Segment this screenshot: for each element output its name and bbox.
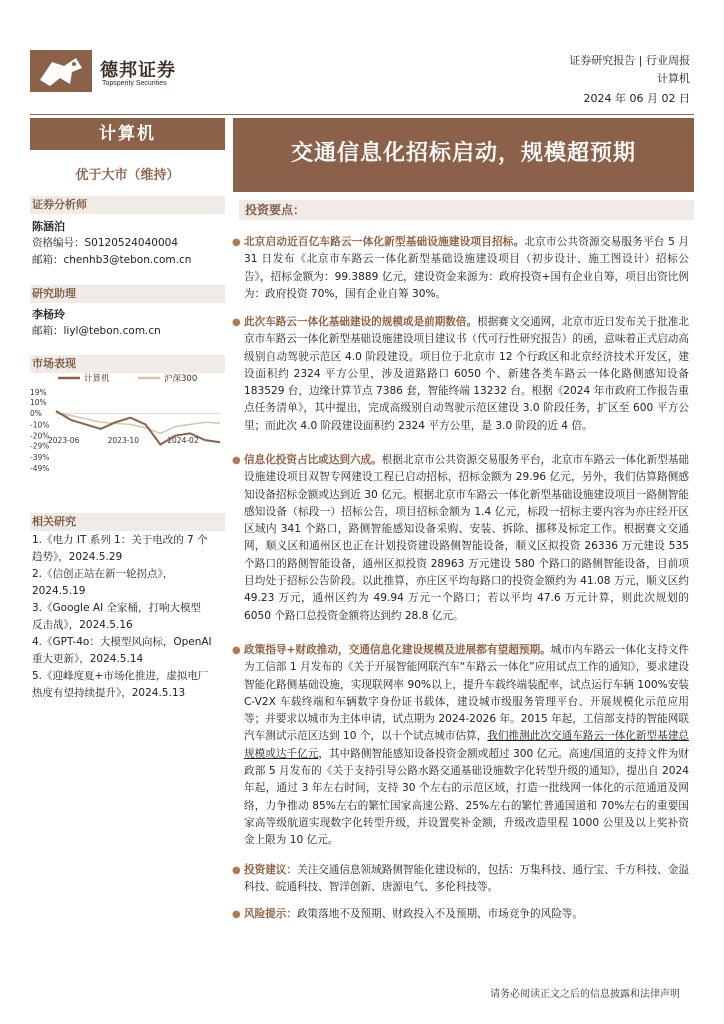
market-heading: 市场表现 xyxy=(30,355,225,373)
related-line[interactable]: 2024.5.19 xyxy=(32,585,86,597)
y-tick-label: -10% xyxy=(30,420,50,430)
related-heading: 相关研究 xyxy=(30,513,225,531)
legend-label: 计算机 xyxy=(84,374,110,384)
header-sector: 计算机 xyxy=(657,72,690,85)
bullet-icon: ● xyxy=(232,865,241,876)
report-type: 证券研究报告 | 行业周报 xyxy=(569,54,690,67)
report-title: 交通信息化招标启动，规模超预期 xyxy=(290,141,636,166)
market-performance-chart xyxy=(30,370,225,480)
legend-label: 沪深300 xyxy=(164,374,198,384)
point-3: ● 信息化投资占比或达到六成。根据北京市公共资源交易服务平台，北京市车路云一体化新型基础设施建设项目双智专网建设工程已启动招标，招标金额为 29.96 亿元，另外，我们估算路侧感知设备招标金额或达到近 30 亿元。根据北京市车路云一体化新型基础设施建设项目一路侧智能感知设备（标段一）招标公告，项目招标金额为 1.4 亿元，标段一招标主要内容为亦庄经开区区域内 341 个路口，路侧智能感知设备采购、安装、拆除、挪移及标定工作。根据赛文交通网，顺义区和通州区也正在计划投资建设路侧智能设备，顺义区拟投资 26336 万元建设 535 个路口的路侧智能设备，通州区拟投资 28963 万元建设 580 个路口的路侧智能设备，目前项目均处于招标公告阶段。以此推算，亦庄区平均每路口的投资金额约为 41.08 万元，顺义区约 49.23 万元，通州区约为 49.94 万元一个路口；若以平均 47.6 万元计算，则此次规划的 6050 个路口总投资金额将达到约 28.8 亿元。 xyxy=(232,454,690,622)
y-tick-label: -49% xyxy=(30,464,50,473)
assistant-email[interactable]: 邮箱：liyl@tebon.com.cn xyxy=(32,325,161,337)
y-tick-label: -20% xyxy=(30,431,50,441)
rating: 优于大市（维持） xyxy=(75,168,180,183)
bullet-icon: ● xyxy=(232,909,241,920)
assistant-heading: 研究助理 xyxy=(30,285,225,303)
analyst-name: 陈涵泊 xyxy=(32,220,65,233)
point-4: ● 政策指导+财政推动，交通信息化建设规模及进展都有望超预期。城市内车路云一体化支持文件为工信部 1 月发布的《关于开展智能网联汽车“车路云一体化”应用试点工作的通知》，要求建设智能化路侧基础设施，实现联网率 90%以上，提升车载终端装配率，试点运行车辆 100%安装 C-V2X 车载终端和车辆数字身份证书载体，建设城市级服务管理平台、开展规模化示范应用等；并要求以城市为主体申请，试点期为 2024-2026 年。2015 年起，工信部支持的智能网联汽车测试示范区达到 10 个，以十个试点城市估算，我们推测此次交通车路云一体化新型基建总规模或达千亿元，其中路侧智能感知设备投资金额或超过 300 亿元。高速/国道的支持文件为财政部 5 月发布的《关于支持引导公路水路交通基础设施数字化转型升级的通知》，提出自 2024 年起，通过 3 年左右时间，支持 30 个左右的示范区域，打造一批线网一体化的示范通道及网络，力争推动 85%左右的繁忙国家高速公路、25%左右的繁忙普通国道和 70%左右的重要国家高等级航道实现数字化转型升级，并设置奖补金额，升级改造里程 1000 公里及以上奖补资金上限为 10 亿元。 xyxy=(232,644,690,847)
report-date: 2024 年 06 月 02 日 xyxy=(583,92,690,105)
related-line[interactable]: 重大更新》，2024.5.14 xyxy=(32,653,144,665)
related-line[interactable]: 热度有望持续提升》，2024.5.13 xyxy=(32,687,186,699)
assistant-name: 李杨玲 xyxy=(32,308,65,321)
bullet-icon: ● xyxy=(232,645,241,656)
key-points-heading: 投资要点： xyxy=(239,200,694,220)
related-line[interactable]: 3.《Google AI 全家桶，打响大模型 xyxy=(32,602,201,614)
company-logo xyxy=(30,50,230,95)
y-tick-label: 10% xyxy=(30,398,47,408)
y-tick-label: -29% xyxy=(30,441,50,451)
analyst-email[interactable]: 邮箱：chenhb3@tebon.com.cn xyxy=(32,254,192,266)
x-tick-label: 2023-10 xyxy=(107,436,139,446)
related-line[interactable]: 1.《电力 IT 系列 1：关于电改的 7 个 xyxy=(32,534,208,546)
point-5: ● 投资建议：关注交通信息领域路侧智能化建设标的，包括：万集科技、通行宝、千方科技、金溢科技、皖通科技、智洋创新、唐源电气、多伦科技等。 xyxy=(232,864,690,894)
point-2: ● 此次车路云一体化基础建设的规模或是前期数倍。根据赛文交通网，北京市近日发布关于批准北京市车路云一体化新型基础设施建设项目建议书（代可行性研究报告）的函，意味着正式启动高级别自动驾驶示范区 4.0 阶段建设。项目位于北京市 12 个行政区和北京经济技术开发区，建设面积约 2324 平方公里，涉及道路路口 6050 个、新建各类车路云一体化路侧感知设备 183529 台，边缘计算节点 7386 套，智能终端 13232 台。根据《2024 年市政府工作报告重点任务清单》，其中提出，完成高级别自动驾驶示范区建设 3.0 阶段任务，扩区至 600 平方公里；而此次 4.0 阶段建设面积约 2324 平方公里，是 3.0 阶段的近 4 倍。 xyxy=(232,316,689,432)
x-tick-label: 2024-02 xyxy=(167,436,199,446)
related-line[interactable]: 4.《GPT-4o：大模型风向标，OpenAI xyxy=(32,636,212,648)
x-tick-label: 2023-06 xyxy=(48,436,80,446)
analyst-heading: 证券分析师 xyxy=(30,196,225,214)
related-line[interactable]: 趋势》，2024.5.29 xyxy=(32,551,123,563)
bullet-icon: ● xyxy=(232,317,241,328)
related-line[interactable]: 2.《信创正站在新一轮拐点》， xyxy=(32,568,174,580)
bull-logo-icon xyxy=(30,50,92,92)
analyst-cert: 资格编号：S0120524040004 xyxy=(32,237,179,249)
logo-chinese: 德邦证券 xyxy=(100,60,176,81)
related-list xyxy=(32,532,227,702)
logo-english: Topsperity Securities xyxy=(102,80,167,87)
related-line[interactable]: 5.《迎峰度夏+市场化推进，虚拟电厂 xyxy=(32,670,209,682)
sector-badge: 计算机 xyxy=(30,118,225,150)
point-6: ● 风险提示：政策落地不及预期、财政投入不及预期、市场竞争的风险等。 xyxy=(244,906,689,923)
header-divider xyxy=(30,114,694,115)
point-1: ● 北京启动近百亿车路云一体化新型基础设施建设项目招标。北京市公共资源交易服务平台 5 月 31 日发布《北京市车路云一体化新型基础设施建设项目（初步设计、施工图设计）招标公告》，招标金额为：99.3889 亿元，建设资金来源为：政府投资+国有企业自筹，项目出资比例为：政府投资 70%，国有企业自筹 30%。 xyxy=(232,236,689,300)
y-tick-label: 0% xyxy=(30,409,42,419)
bullet-icon: ● xyxy=(232,237,241,248)
y-tick-label: 19% xyxy=(30,388,47,397)
related-line[interactable]: 反击战》，2024.5.16 xyxy=(32,619,133,631)
bullet-icon: ● xyxy=(232,455,241,466)
disclaimer-footer: 请务必阅读正文之后的信息披露和法律声明 xyxy=(490,989,680,1000)
y-tick-label: -39% xyxy=(30,452,50,462)
